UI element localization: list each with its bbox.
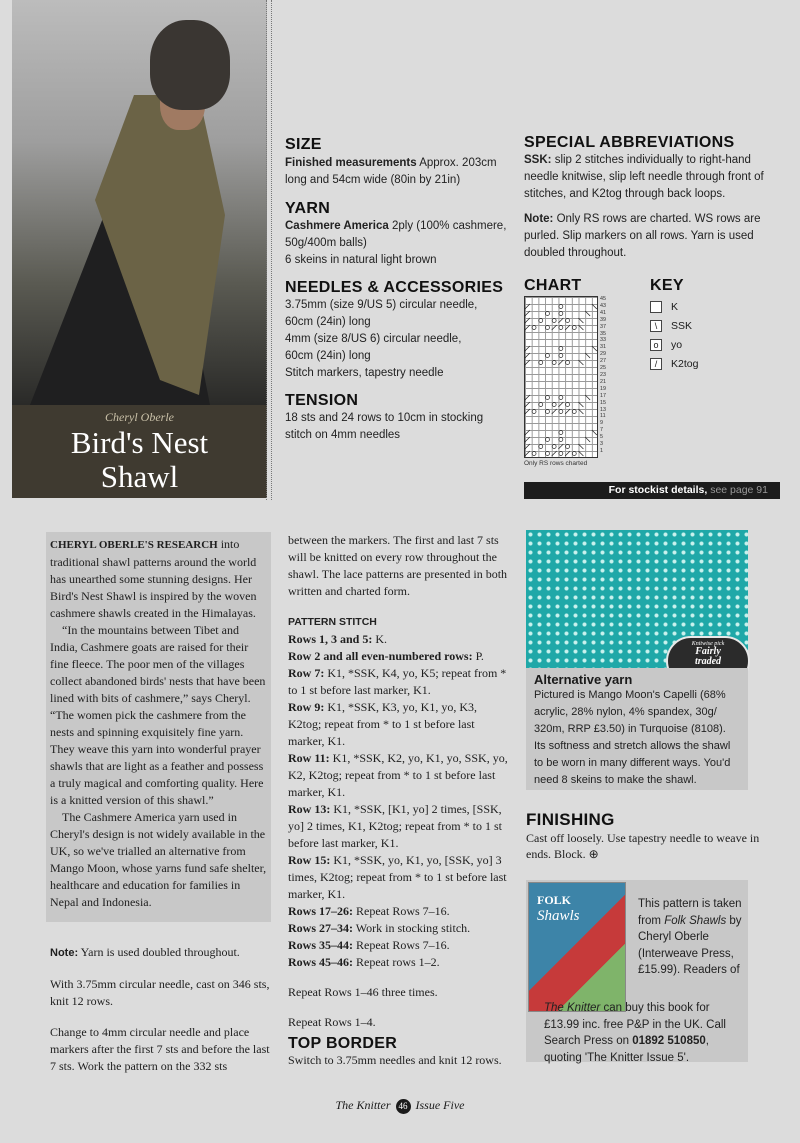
alternative-yarn-text: Pictured is Mango Moon's Capelli (68% acrylic, 28% nylon, 4% spandex, 30g/ 320m, RRP £3.50) in Turquoise (8108). Its softness and stretch allows the shawl to be worn in many different ways. You'd need 8 skeins to make the shawl. (534, 689, 731, 786)
chart-yo-mark (552, 361, 556, 365)
repeat-instruction-2: Repeat Rows 1–4. (288, 1015, 376, 1029)
chart-yo-mark (566, 445, 570, 449)
pattern-row: Rows 1, 3 and 5: K. (288, 632, 388, 646)
chart-ssk-mark (525, 437, 530, 442)
chart-ssk-mark (552, 325, 557, 330)
needles-line: 4mm (size 8/US 6) circular needle, (285, 333, 462, 345)
chart-heading: CHART (524, 277, 582, 294)
chart-yo-mark (559, 312, 563, 316)
pattern-row: Rows 35–44: Repeat Rows 7–16. (288, 938, 450, 952)
finishing-section (526, 810, 780, 862)
chart-ssk-mark (558, 318, 563, 323)
chart-row-number: 41 (600, 309, 606, 316)
chart-ssk-mark (525, 451, 530, 456)
title-box (12, 405, 267, 498)
needles-line: 60cm (24in) long (285, 350, 371, 362)
chart-yo-mark (559, 396, 563, 400)
chart-row-number: 33 (600, 337, 606, 344)
chart-yo-mark (559, 452, 563, 456)
book-offer: The Knitter can buy this book for £13.99 inc. free P&P in the UK. Call Search Press on 01892 510850, quoting 'The Knitter Issue 5'. (544, 1002, 726, 1064)
chart-ssk-mark (525, 430, 530, 435)
chart-row-number: 35 (600, 330, 606, 337)
chart-yo-mark (559, 347, 563, 351)
footer-issue: Issue Five (415, 1098, 465, 1112)
chart-k2tog-mark (578, 444, 583, 449)
yarn-text: Cashmere America 2ply (100% cashmere, 50g/400m balls) (285, 220, 507, 249)
pattern-row: Rows 45–46: Repeat rows 1–2. (288, 955, 440, 969)
chart-yo-mark (539, 445, 543, 449)
chart-k2tog-mark (578, 402, 583, 407)
chart-k2tog-mark (585, 395, 590, 400)
chart-ssk-mark (552, 409, 557, 414)
chart-yo-mark (545, 452, 549, 456)
chart-row-numbers (600, 296, 614, 455)
chart-row-number: 25 (600, 365, 606, 372)
chart-row-number: 15 (600, 399, 606, 406)
top-border-text: Switch to 3.75mm needles and knit 12 rows. (288, 1053, 502, 1067)
key-item: K (650, 297, 770, 316)
end-mark-icon: ⊕ (588, 847, 599, 861)
finishing-heading: FINISHING (526, 810, 615, 829)
chart-ssk-mark (552, 451, 557, 456)
chart-row-number: 23 (600, 371, 606, 378)
key-item: \ SSK (650, 316, 770, 335)
chart-row-number: 5 (600, 434, 603, 441)
chart-yo-mark (552, 319, 556, 323)
chart-yo-mark (566, 361, 570, 365)
intro-quote: “In the mountains between Tibet and India, Cashmere goats are raised for their fine fleece. The poor men of the villages collect abandoned birds' nests that have been lined with bits of cashmere,” says Cheryl. “The women pick the cashmere from the nests and spinning exquisitely fine yarn. They weave this yarn into wonderful prayer shawls that are light as a feather and possess a truly magical and comforting quality. Here is a knitted version of this shawl.” (50, 623, 266, 807)
chart-row-number: 13 (600, 406, 606, 413)
chart-yo-mark (559, 431, 563, 435)
chart-row-number: 11 (600, 413, 606, 420)
chart-row-number: 45 (600, 296, 606, 302)
chart-row-number: 43 (600, 302, 606, 309)
intro-yarn-note: The Cashmere America yarn used in Cheryl's design is not widely available in the UK, so we've trialled an alternative from Mango Moon, whose yarns fund safe shelter, healthcare and education for families in Nepal and Indonesia. (50, 810, 267, 909)
chart-k2tog-mark (578, 409, 583, 414)
abbreviations-heading: SPECIAL ABBREVIATIONS (524, 134, 735, 151)
tension-heading: TENSION (285, 392, 359, 409)
chart-yo-mark (559, 410, 563, 414)
chart-yo-mark (532, 410, 536, 414)
key-item: / K2tog (650, 354, 770, 373)
stockist-bar: For stockist details, see page 91 (524, 482, 780, 499)
pattern-row: Row 2 and all even-numbered rows: P. (288, 649, 484, 663)
chart-row-number: 29 (600, 351, 606, 358)
chart-yo-mark (545, 312, 549, 316)
chart-yo-mark (559, 438, 563, 442)
chart-yo-mark (559, 354, 563, 358)
cast-on-instruction: With 3.75mm circular needle, cast on 346 sts, knit 12 rows. (50, 977, 270, 1008)
tension-text: 18 sts and 24 rows to 10cm in stocking stitch on 4mm needles (285, 412, 484, 441)
ssk-definition: SSK: slip 2 stitches individually to right-hand needle knitwise, slip left needle through front of stitches, and K2tog through back loops. (524, 154, 764, 200)
chart-yo-mark (545, 326, 549, 330)
title-line-2: Shawl (100, 459, 179, 494)
chart-row-number: 27 (600, 358, 606, 365)
chart-yo-mark (552, 403, 556, 407)
page-number: 46 (396, 1099, 411, 1114)
photo-hair (150, 20, 230, 110)
chart-yo-mark (566, 403, 570, 407)
pattern-rows (288, 631, 510, 971)
pattern-row: Row 11: K1, *SSK, K2, yo, K1, yo, SSK, yo, K2, K2tog; repeat from * to 1 st before last marker, K1. (288, 751, 508, 799)
chart-yo-mark (545, 410, 549, 414)
pattern-row: Row 7: K1, *SSK, K4, yo, K5; repeat from * to 1 st before last marker, K1. (288, 666, 507, 697)
chart-k2tog-mark (578, 325, 583, 330)
finishing-text: Cast off loosely. Use tapestry needle to weave in ends. Block. ⊕ (526, 831, 760, 861)
chart-row-number: 21 (600, 378, 606, 385)
chart-row-number: 31 (600, 344, 606, 351)
chart-k2tog-mark (585, 437, 590, 442)
book-credit: This pattern is taken from Folk Shawls by Cheryl Oberle (Interweave Press, £15.99). Readers of (638, 898, 742, 976)
fairly-traded-badge: Knitwise pick Fairly traded (666, 636, 750, 686)
chart-yo-mark (572, 410, 576, 414)
author-name: Cheryl Oberle (105, 410, 174, 424)
chart-yo-mark (559, 326, 563, 330)
chart-k2tog-mark (578, 451, 583, 456)
chart-ssk-mark (525, 311, 530, 316)
needles-heading: NEEDLES & ACCESSORIES (285, 279, 504, 296)
chart-row-number: 39 (600, 316, 606, 323)
chart-yo-mark (539, 361, 543, 365)
pattern-row: Rows 27–34: Work in stocking stitch. (288, 921, 471, 935)
alternative-yarn-box (526, 668, 748, 790)
title-line-1: Bird's Nest (70, 425, 209, 460)
chart-row-number: 3 (600, 441, 603, 448)
ssk-symbol-icon: \ (650, 320, 662, 332)
pattern-heading: PATTERN STITCH (288, 616, 377, 628)
size-text: Finished measurements Approx. 203cm long and 54cm wide (80in by 21in) (285, 157, 497, 186)
chart-row-number: 1 (600, 447, 603, 454)
chart-yo-mark (539, 319, 543, 323)
markers-continued: between the markers. The first and last 7 sts will be knitted on every row throughout the shawl. The lace patterns are presented in both written and charted form. (288, 533, 508, 598)
intro-box (46, 532, 271, 922)
chart-yo-mark (552, 445, 556, 449)
key-item: o yo (650, 335, 770, 354)
key-section (650, 277, 770, 373)
chart-k2tog-mark (592, 304, 597, 309)
yarn-heading: YARN (285, 200, 331, 217)
chart-ssk-mark (525, 444, 530, 449)
chart-note: Note: Only RS rows are charted. WS rows are purled. Slip markers on all rows. Yarn is used doubled throughout. (524, 213, 761, 259)
chart-yo-mark (572, 326, 576, 330)
chart-ssk-mark (525, 395, 530, 400)
markers-instruction: Change to 4mm circular needle and place markers after the first 7 sts and before the last 7 sts. Work the pattern on the 332 sts (50, 1025, 270, 1073)
pattern-row: Row 15: K1, *SSK, yo, K1, yo, [SSK, yo] 3 times, K2tog; repeat from * to 1 st before last marker, K1. (288, 853, 507, 901)
knit-symbol-icon (650, 301, 662, 313)
instructions-start (50, 944, 272, 1075)
chart-yo-mark (532, 452, 536, 456)
pattern-column (288, 532, 510, 1069)
top-border-heading: TOP BORDER (288, 1035, 398, 1052)
chart-ssk-mark (565, 325, 570, 330)
chart-row-number: 7 (600, 427, 603, 434)
chart-ssk-mark (525, 360, 530, 365)
yarn-skeins: 6 skeins in natural light brown (285, 254, 437, 266)
chart-ssk-mark (525, 304, 530, 309)
chart-row-number: 19 (600, 385, 606, 392)
size-heading: SIZE (285, 136, 322, 153)
chart-ssk-mark (558, 444, 563, 449)
intro-lead: CHERYL OBERLE'S RESEARCH (50, 539, 218, 551)
chart-k2tog-mark (592, 430, 597, 435)
materials-column (285, 136, 507, 444)
chart-k2tog-mark (592, 346, 597, 351)
chart-k2tog-mark (578, 318, 583, 323)
chart-row-number: 17 (600, 392, 606, 399)
chart-yo-mark (566, 319, 570, 323)
abbreviations-section (524, 134, 780, 262)
chart-yo-mark (545, 354, 549, 358)
pattern-row: Rows 17–26: Repeat Rows 7–16. (288, 904, 450, 918)
chart-ssk-mark (525, 353, 530, 358)
chart-ssk-mark (525, 325, 530, 330)
chart-ssk-mark (565, 409, 570, 414)
alternative-yarn-heading: Alternative yarn (534, 672, 633, 687)
chart-ssk-mark (525, 409, 530, 414)
chart-caption: Only RS rows charted (524, 460, 588, 467)
chart-row-number: 9 (600, 420, 603, 427)
chart-ssk-mark (565, 451, 570, 456)
needles-line: 3.75mm (size 9/US 5) circular needle, (285, 299, 478, 311)
chart-k2tog-mark (578, 360, 583, 365)
chart-ssk-mark (558, 360, 563, 365)
k2tog-symbol-icon: / (650, 358, 662, 370)
chart-symbols (524, 296, 598, 458)
chart-ssk-mark (525, 402, 530, 407)
chart-yo-mark (559, 305, 563, 309)
yarn-note: Note: Yarn is used doubled throughout. (50, 945, 240, 959)
page-footer (0, 1098, 800, 1114)
needles-line: 60cm (24in) long (285, 316, 371, 328)
pattern-row: Row 9: K1, *SSK, K3, yo, K1, yo, K3, K2tog; repeat from * to 1 st before last marker, K1. (288, 700, 478, 748)
chart-yo-mark (532, 326, 536, 330)
repeat-instruction-1: Repeat Rows 1–46 three times. (288, 985, 438, 999)
footer-magazine: The Knitter (335, 1098, 391, 1112)
key-heading: KEY (650, 277, 684, 294)
chart-k2tog-mark (585, 311, 590, 316)
chart-ssk-mark (558, 402, 563, 407)
chart-ssk-mark (525, 346, 530, 351)
chart-yo-mark (572, 452, 576, 456)
chart-row-number: 37 (600, 323, 606, 330)
chart-yo-mark (539, 403, 543, 407)
chart-ssk-mark (525, 318, 530, 323)
intro-paragraph: CHERYL OBERLE'S RESEARCH into traditional shawl patterns around the world has unearthed some stunning designs. Her Bird's Nest Shawl is inspired by the woven cashmere shawls created in the Himalayas. (50, 537, 257, 620)
chart-k2tog-mark (585, 353, 590, 358)
needles-line: Stitch markers, tapestry needle (285, 367, 444, 379)
page-divider (266, 0, 272, 500)
chart-yo-mark (545, 438, 549, 442)
chart-yo-mark (545, 396, 549, 400)
pattern-row: Row 13: K1, *SSK, [K1, yo] 2 times, [SSK, yo] 2 times, K1, K2tog; repeat from * to 1 st before last marker, K1. (288, 802, 502, 850)
yo-symbol-icon: o (650, 339, 662, 351)
book-cover: FOLK Shawls (528, 882, 626, 1012)
stockist-link[interactable]: see page 91 (710, 484, 768, 496)
